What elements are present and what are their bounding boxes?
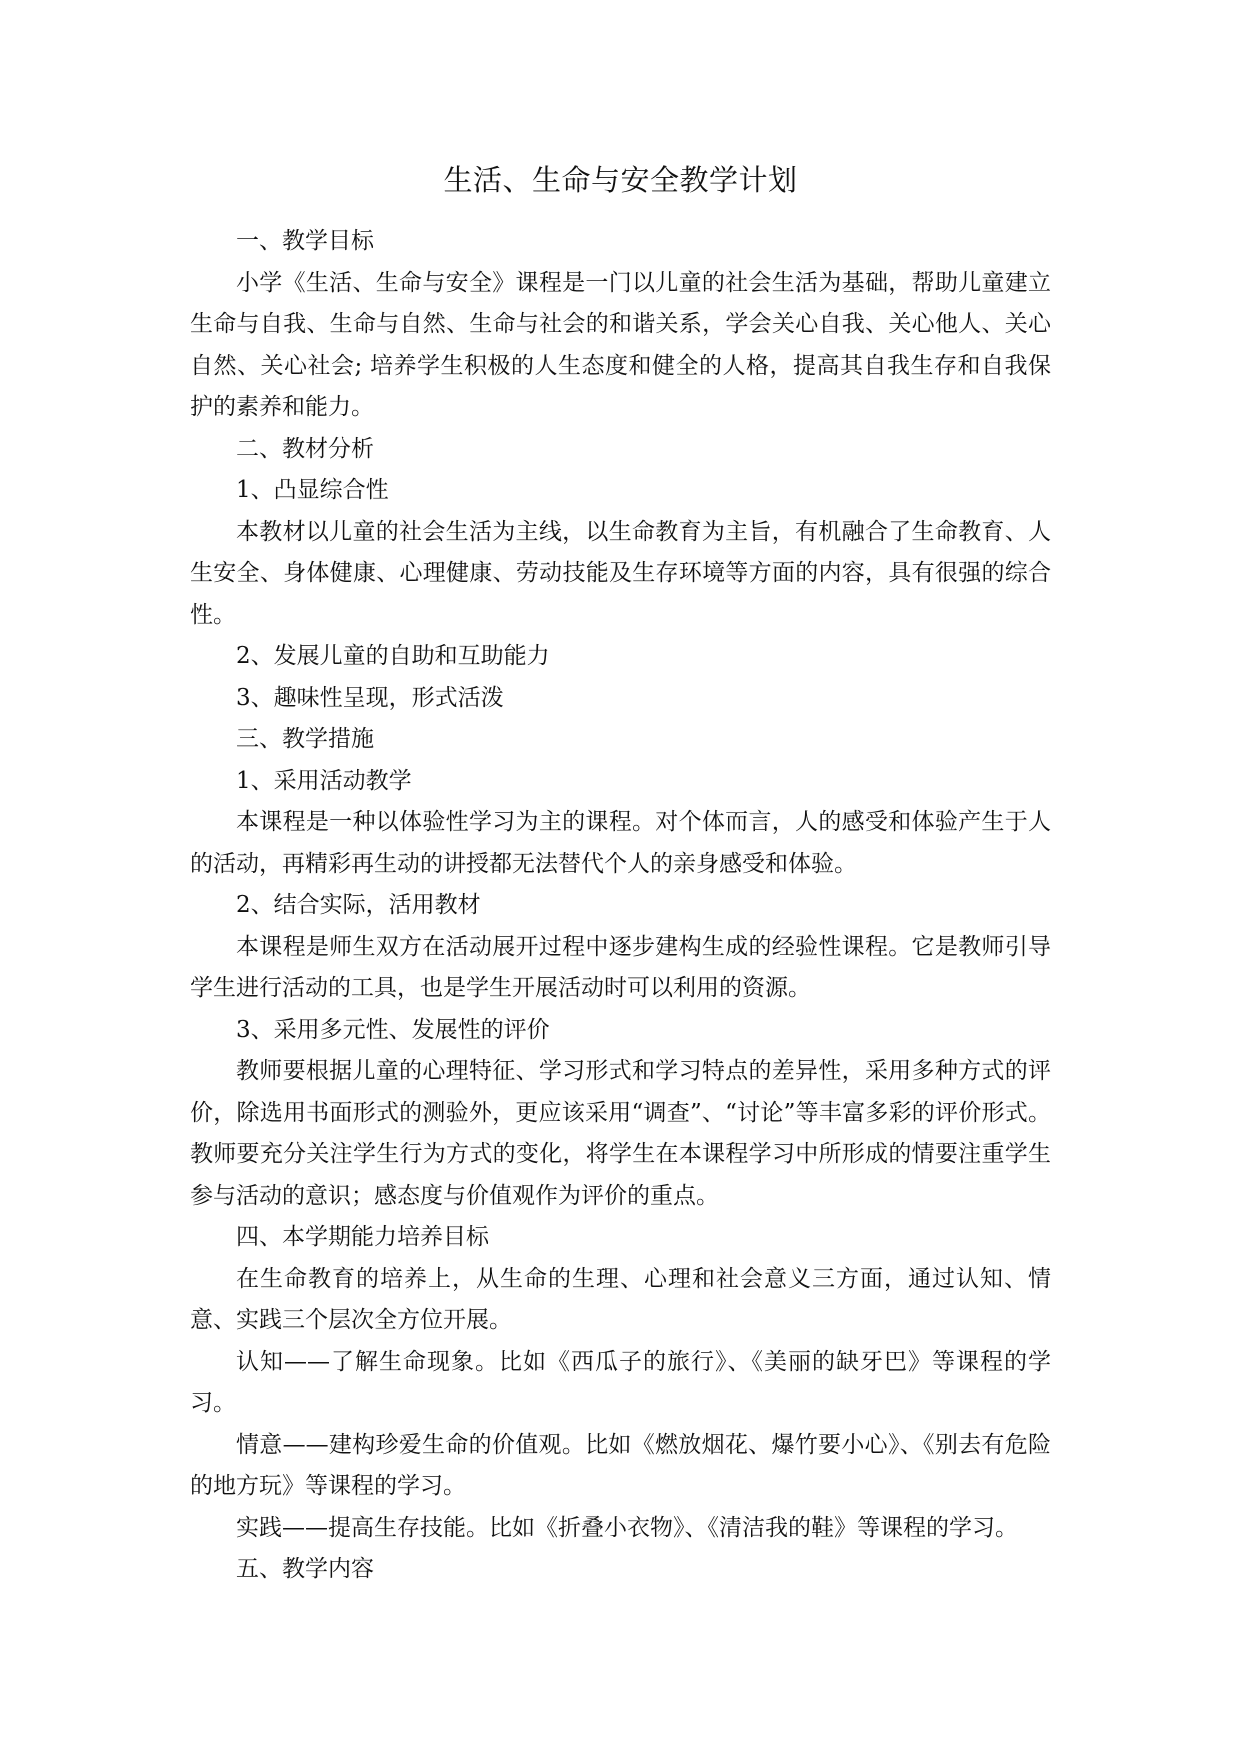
subheading-evaluation: 3、采用多元性、发展性的评价 (236, 1016, 550, 1043)
paragraph-practical: 本课程是师生双方在活动展开过程中逐步建构生成的经验性课程。它是教师引导学生进行活动的工具，也是学生开展活动时可以利用的资源。 (190, 933, 1051, 1001)
paragraph-ability-goals: 在生命教育的培养上，从生命的生理、心理和社会意义三方面，通过认知、情意、实践三个层次全方位开展。 (190, 1265, 1051, 1333)
section-heading-measures: 三、教学措施 (236, 726, 374, 752)
paragraph-comprehensive: 本教材以儿童的社会生活为主线，以生命教育为主旨，有机融合了生命教育、人生安全、身体健康、心理健康、劳动技能及生存环境等方面的内容，具有很强的综合性。 (190, 518, 1051, 628)
paragraph-cognition: 认知——了解生命现象。比如《西瓜子的旅行》、《美丽的缺牙巴》等课程的学习。 (190, 1348, 1051, 1416)
paragraph-emotion: 情意——建构珍爱生命的价值观。比如《燃放烟花、爆竹要小心》、《别去有危险的地方玩》等课程的学习。 (190, 1431, 1051, 1499)
subheading-self-help: 2、发展儿童的自助和互助能力 (236, 643, 550, 669)
subheading-comprehensive: 1、凸显综合性 (236, 477, 389, 503)
subheading-activity-teaching: 1、采用活动教学 (236, 767, 412, 794)
paragraph-evaluation: 教师要根据儿童的心理特征、学习形式和学习特点的差异性，采用多种方式的评价，除选用书面形式的测验外，更应该采用“调查”、“讨论”等丰富多彩的评价形式。教师要充分关注学生行为方式的变化，将学生在本课程学习中所形成的情要注重学生参与活动的意识；感态度与价值观作为评价的重点。 (190, 1058, 1051, 1209)
section-heading-goals: 一、教学目标 (236, 228, 374, 254)
subheading-practical: 2、结合实际，活用教材 (236, 892, 481, 918)
paragraph-practice: 实践——提高生存技能。比如《折叠小衣物》、《清洁我的鞋》等课程的学习。 (236, 1514, 1018, 1541)
paragraph-goals: 小学《生活、生命与安全》课程是一门以儿童的社会生活为基础，帮助儿童建立生命与自我、生命与自然、生命与社会的和谐关系，学会关心自我、关心他人、关心自然、关心社会; 培养学生积极的人生态度和健全的人格，提高其自我生存和自我保护的素养和能力。 (190, 269, 1051, 420)
section-heading-analysis: 二、教材分析 (236, 435, 374, 462)
section-heading-ability-goals: 四、本学期能力培养目标 (236, 1224, 489, 1250)
subheading-interest: 3、趣味性呈现，形式活泼 (236, 684, 504, 711)
section-heading-content: 五、教学内容 (236, 1556, 374, 1582)
document-title: 生活、生命与安全教学计划 (443, 163, 798, 197)
document-body (190, 221, 1051, 1591)
paragraph-activity-teaching: 本课程是一种以体验性学习为主的课程。对个体而言，人的感受和体验产生于人的活动，再精彩再生动的讲授都无法替代个人的亲身感受和体验。 (190, 809, 1051, 877)
